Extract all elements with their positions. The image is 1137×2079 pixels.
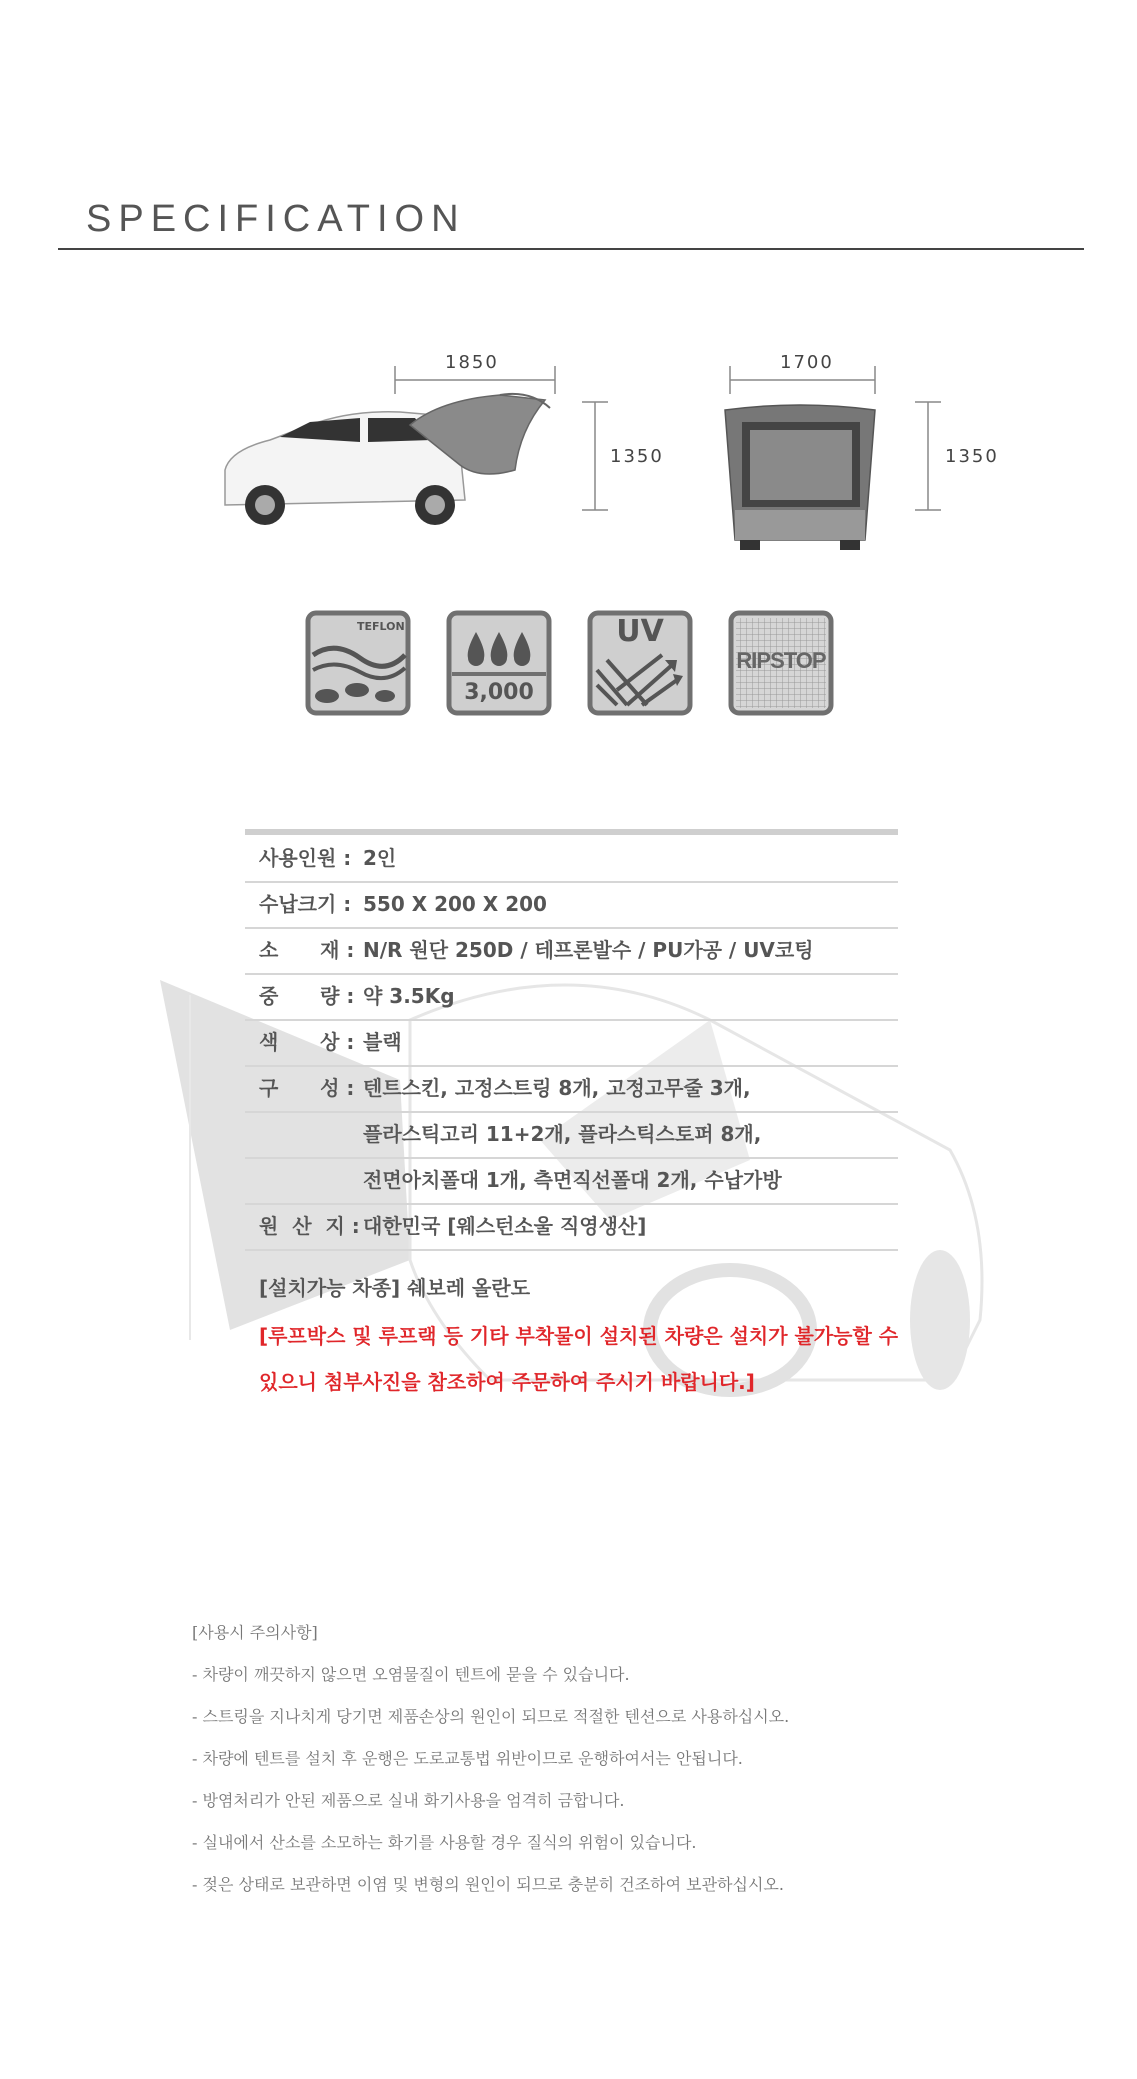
spec-row bbox=[245, 1111, 898, 1159]
water-resistance-label: 3,000 bbox=[464, 680, 534, 705]
spec-value: 2인 bbox=[363, 846, 397, 870]
spec-value: 550 X 200 X 200 bbox=[363, 892, 547, 916]
spec-key: 소 재 : bbox=[259, 938, 355, 962]
spec-row bbox=[245, 1019, 898, 1067]
spec-value: 약 3.5Kg bbox=[363, 984, 455, 1008]
spec-value: 플라스틱고리 11+2개, 플라스틱스토퍼 8개, bbox=[363, 1122, 762, 1146]
cautions-title: [사용시 주의사항] bbox=[192, 1623, 318, 1642]
feature-water-resistance bbox=[446, 610, 552, 716]
dimension-diagram bbox=[210, 340, 1010, 560]
feature-teflon bbox=[305, 610, 411, 716]
spec-row bbox=[245, 881, 898, 929]
spec-key: 원 산 지 : bbox=[259, 1214, 360, 1238]
teflon-label: TEFLON bbox=[357, 620, 405, 633]
spec-key: 사용인원 : bbox=[259, 846, 352, 870]
caution-item: - 차량에 텐트를 설치 후 운행은 도로교통법 위반이므로 운행하여서는 안됩니다. bbox=[192, 1749, 743, 1768]
rear-width-label: 1700 bbox=[780, 352, 834, 373]
spec-row bbox=[245, 973, 898, 1021]
side-width-label: 1850 bbox=[445, 352, 499, 373]
caution-item: - 젖은 상태로 보관하면 이염 및 변형의 원인이 되므로 충분히 건조하여 보관하십시오. bbox=[192, 1875, 784, 1894]
spec-value: 블랙 bbox=[363, 1030, 402, 1054]
warning-line-1: [루프박스 및 루프랙 등 기타 부착물이 설치된 차량은 설치가 불가능할 수 bbox=[259, 1324, 899, 1348]
spec-value: 텐트스킨, 고정스트링 8개, 고정고무줄 3개, bbox=[363, 1076, 751, 1100]
spec-row bbox=[245, 1203, 898, 1251]
uv-label: UV bbox=[616, 614, 664, 649]
spec-value: N/R 원단 250D / 테프론발수 / PU가공 / UV코팅 bbox=[363, 938, 814, 962]
caution-item: - 차량이 깨끗하지 않으면 오염물질이 텐트에 묻을 수 있습니다. bbox=[192, 1665, 630, 1684]
compatible-vehicle-note: [설치가능 차종] 쉐보레 올란도 bbox=[259, 1276, 531, 1300]
caution-item: - 방염처리가 안된 제품으로 실내 화기사용을 엄격히 금합니다. bbox=[192, 1791, 625, 1810]
spec-row bbox=[245, 1157, 898, 1205]
spec-row bbox=[245, 927, 898, 975]
feature-ripstop bbox=[728, 610, 834, 716]
caution-item: - 스트링을 지나치게 당기면 제품손상의 원인이 되므로 적절한 텐션으로 사용하십시오. bbox=[192, 1707, 790, 1726]
rear-height-label: 1350 bbox=[945, 446, 999, 467]
ripstop-label: RIPSTOP bbox=[736, 648, 826, 673]
section-heading: SPECIFICATION bbox=[86, 198, 466, 240]
side-height-label: 1350 bbox=[610, 446, 664, 467]
spec-value: 대한민국 [웨스턴소울 직영생산] bbox=[363, 1214, 647, 1238]
spec-key: 수납크기 : bbox=[259, 892, 352, 916]
heading-divider bbox=[58, 248, 1084, 250]
caution-item: - 실내에서 산소를 소모하는 화기를 사용할 경우 질식의 위험이 있습니다. bbox=[192, 1833, 697, 1852]
spec-key: 구 성 : bbox=[259, 1076, 355, 1100]
feature-icons bbox=[305, 610, 840, 722]
spec-row bbox=[245, 1065, 898, 1113]
spec-row bbox=[245, 835, 898, 883]
spec-key: 색 상 : bbox=[259, 1030, 355, 1054]
spec-key: 중 량 : bbox=[259, 984, 355, 1008]
spec-value: 전면아치폴대 1개, 측면직선폴대 2개, 수납가방 bbox=[363, 1168, 782, 1192]
feature-uv bbox=[587, 610, 693, 716]
warning-line-2: 있으니 첨부사진을 참조하여 주문하여 주시기 바랍니다.] bbox=[259, 1370, 755, 1394]
